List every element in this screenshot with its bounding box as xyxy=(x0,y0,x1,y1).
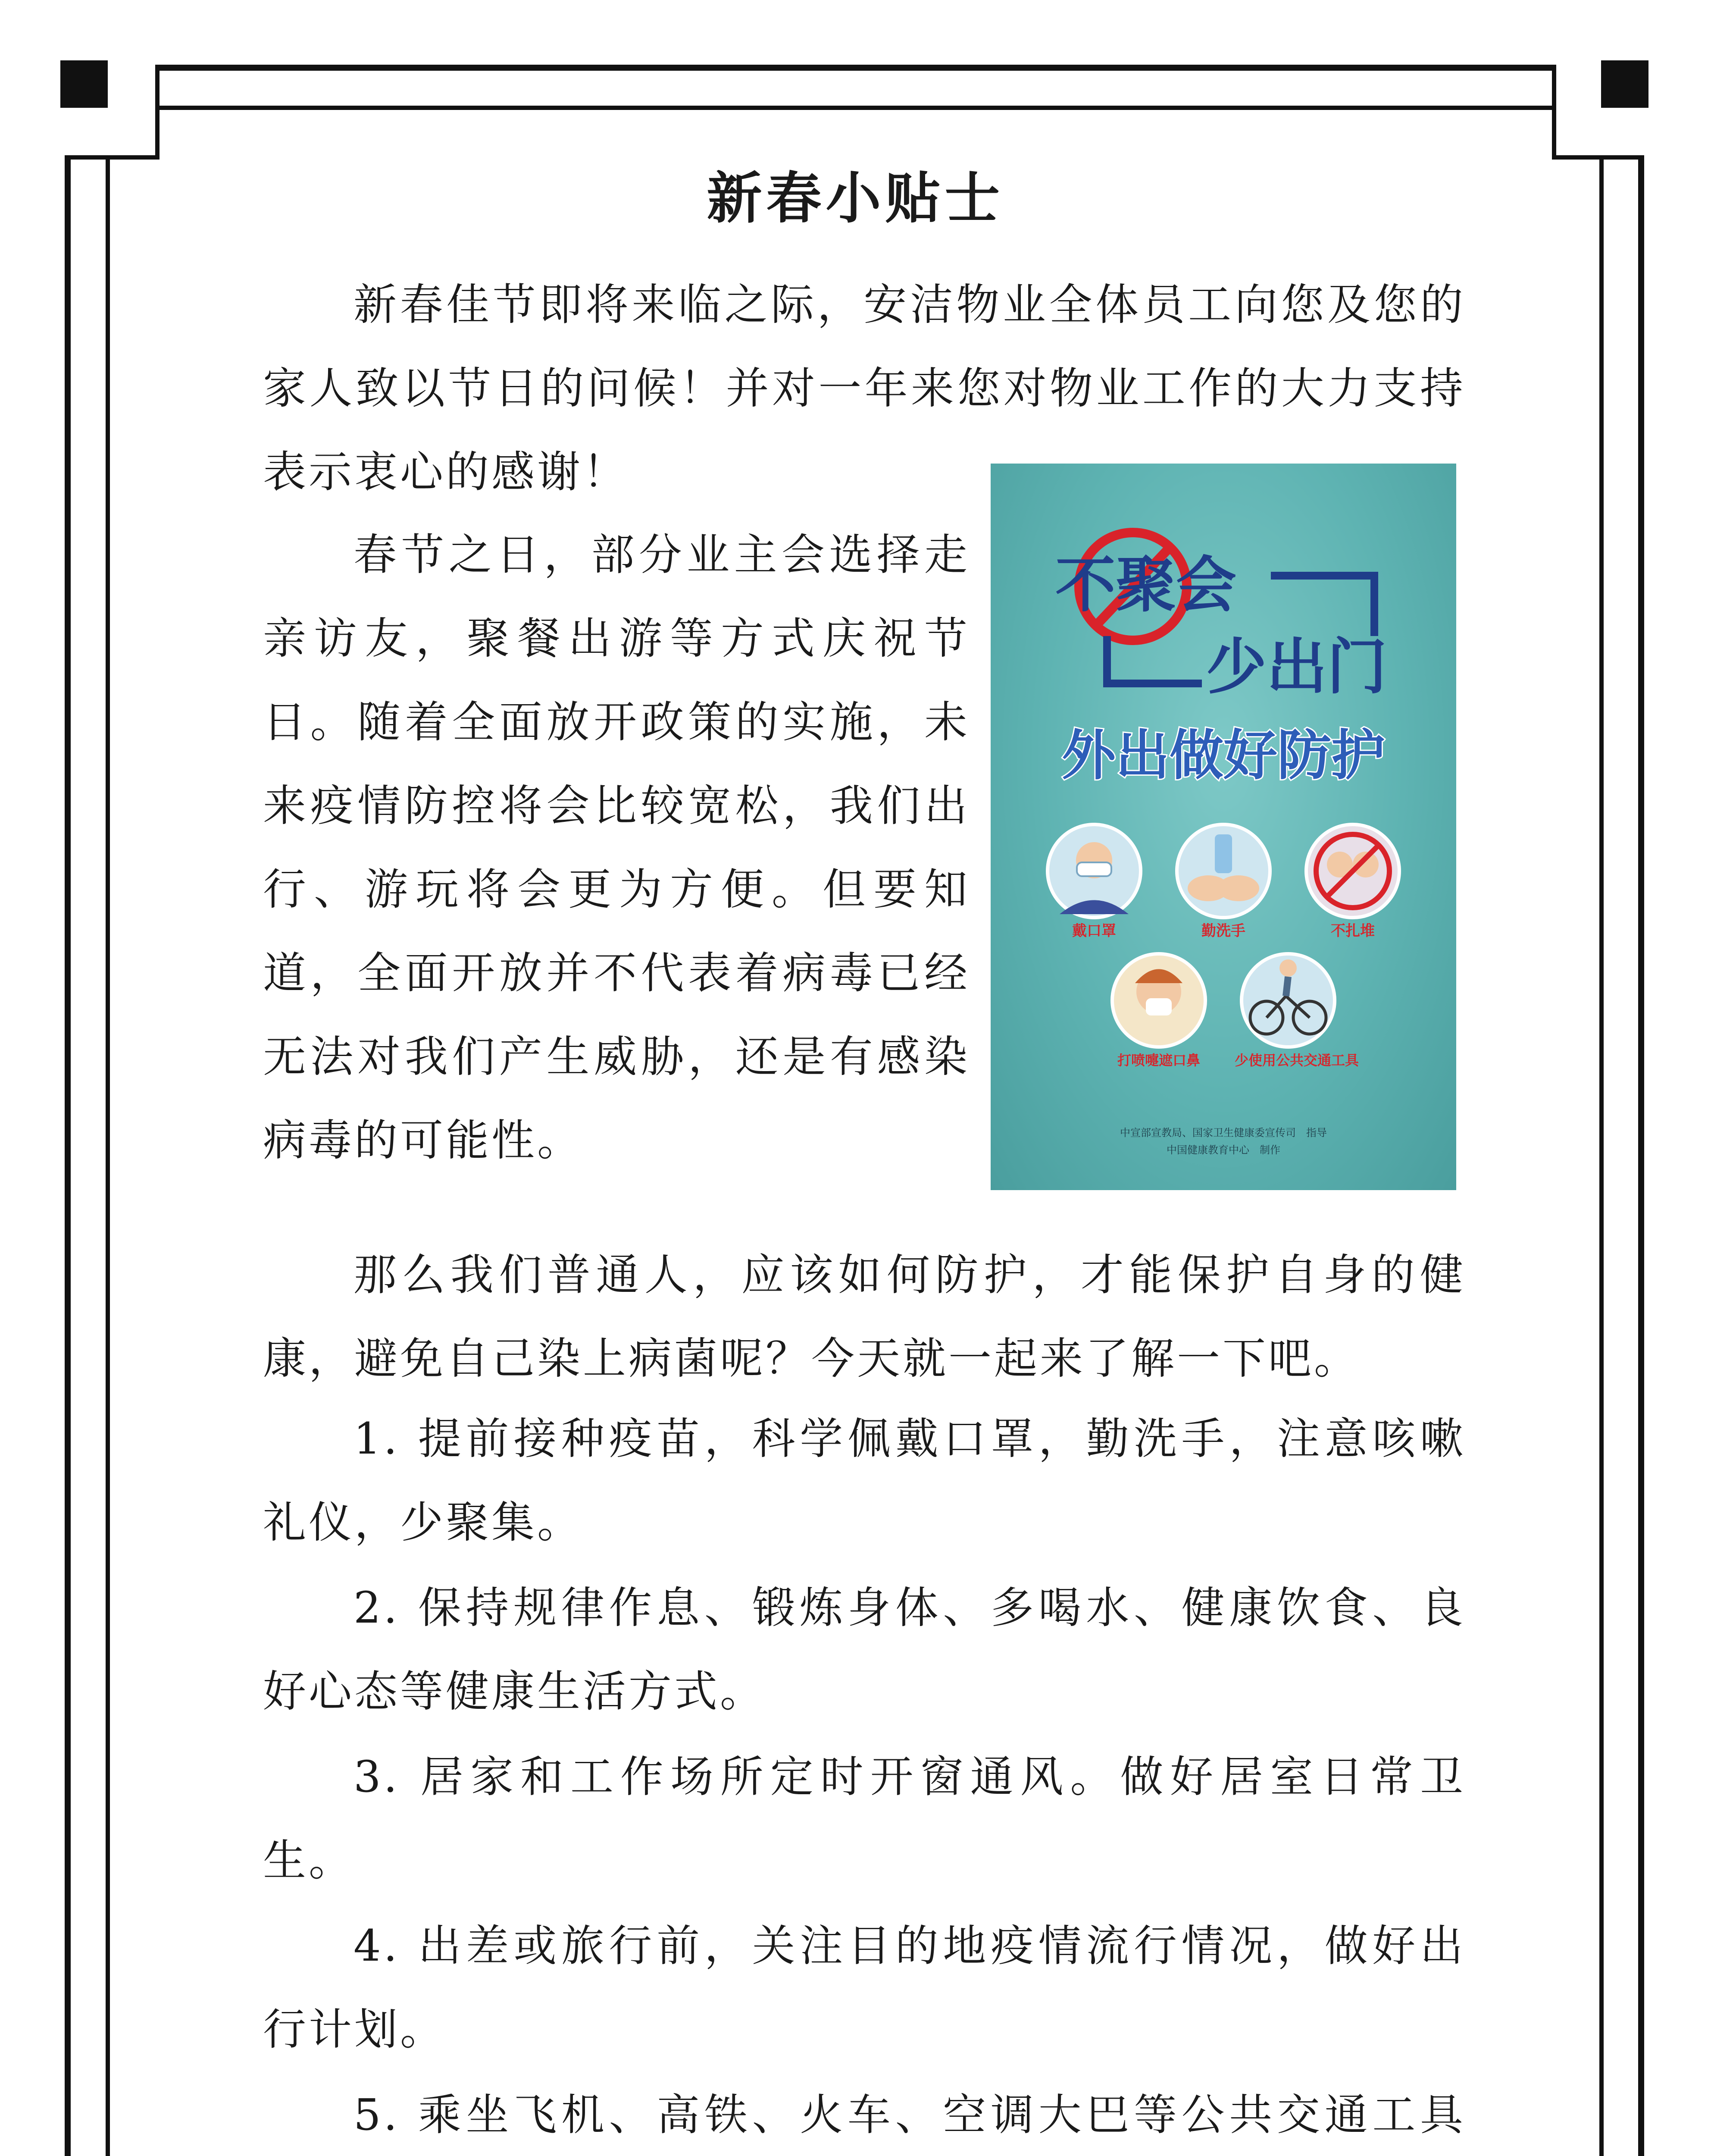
frame-inner-left xyxy=(106,155,110,2156)
frame-corner-tl-h xyxy=(65,155,160,160)
frame-inner-top xyxy=(155,106,1556,110)
poster-graphic xyxy=(991,464,1456,1190)
tips-list xyxy=(263,1397,1466,2156)
prevention-poster xyxy=(991,464,1456,1190)
frame-corner-tl-v xyxy=(155,65,160,160)
frame-inner-right xyxy=(1599,155,1604,2156)
frame-outer-right xyxy=(1638,155,1644,2156)
poster-credit-1: 中宣部宣教局、国家卫生健康委宣传司 指导 xyxy=(1120,1127,1327,1139)
poster-credit-2: 中国健康教育中心 制作 xyxy=(1167,1144,1280,1156)
list-item: 2. 保持规律作息、锻炼身体、多喝水、健康饮食、良好心态等健康生活方式。 xyxy=(263,1583,1466,1717)
poster-headline-2: 少出门 xyxy=(1206,632,1388,702)
frame-corner-tr-h xyxy=(1552,155,1644,160)
handwash-icon xyxy=(1177,824,1270,918)
list-item: 3. 居家和工作场所定时开窗通风。做好居室日常卫生。 xyxy=(263,1752,1466,1886)
frame-outer-top xyxy=(155,65,1556,71)
frame-corner-square-tr xyxy=(1601,60,1648,108)
poster-icon-label-5: 少使用公共交通工具 xyxy=(1234,1052,1359,1069)
intro-paragraph: 新春佳节即将来临之际，安洁物业全体员工向您及您的家人致以节日的问候！并对一年来您对物业工作的大力支持表示衷心的感谢！ xyxy=(263,279,1466,497)
poster-headline-3: 外出做好防护 xyxy=(1062,724,1385,787)
frame-corner-square-tl xyxy=(60,60,108,108)
frame-corner-tr-v xyxy=(1552,65,1556,160)
no-crowd-icon xyxy=(1306,824,1399,918)
sneeze-icon xyxy=(1112,954,1205,1047)
poster-icon-label-4: 打喷嚏遮口鼻 xyxy=(1117,1052,1201,1069)
travel-paragraph: 春节之日，部分业主会选择走亲访友，聚餐出游等方式庆祝节日。随着全面放开政策的实施，未来疫情防控将会比较宽松，我们出行、游玩将会更为方便。但要知道，全面开放并不代表着病毒已经无法对我们产生威胁，还是有感染病毒的可能性。 xyxy=(263,530,970,1166)
mask-icon xyxy=(1048,824,1141,918)
list-item: 1. 提前接种疫苗，科学佩戴口罩，勤洗手，注意咳嗽礼仪，少聚集。 xyxy=(263,1413,1466,1548)
poster-headline-1: 不聚会 xyxy=(1055,550,1237,620)
poster-icon-label-3: 不扎堆 xyxy=(1331,922,1375,940)
bicycle-icon xyxy=(1242,954,1335,1047)
poster-icon-label-2: 勤洗手 xyxy=(1201,922,1245,940)
list-item: 4. 出差或旅行前，关注目的地疫情流行情况，做好出行计划。 xyxy=(263,1921,1466,2055)
frame-outer-left xyxy=(65,155,71,2156)
question-paragraph: 那么我们普通人，应该如何防护，才能保护自身的健康，避免自己染上病菌呢？今天就一起来了解一下吧。 xyxy=(263,1250,1466,1384)
poster-icon-label-1: 戴口罩 xyxy=(1072,922,1116,940)
list-item: 5. 乘坐飞机、高铁、火车、空调大巴等公共交通工具 xyxy=(353,2090,1466,2140)
page-title: 新春小贴士 xyxy=(707,166,1004,231)
